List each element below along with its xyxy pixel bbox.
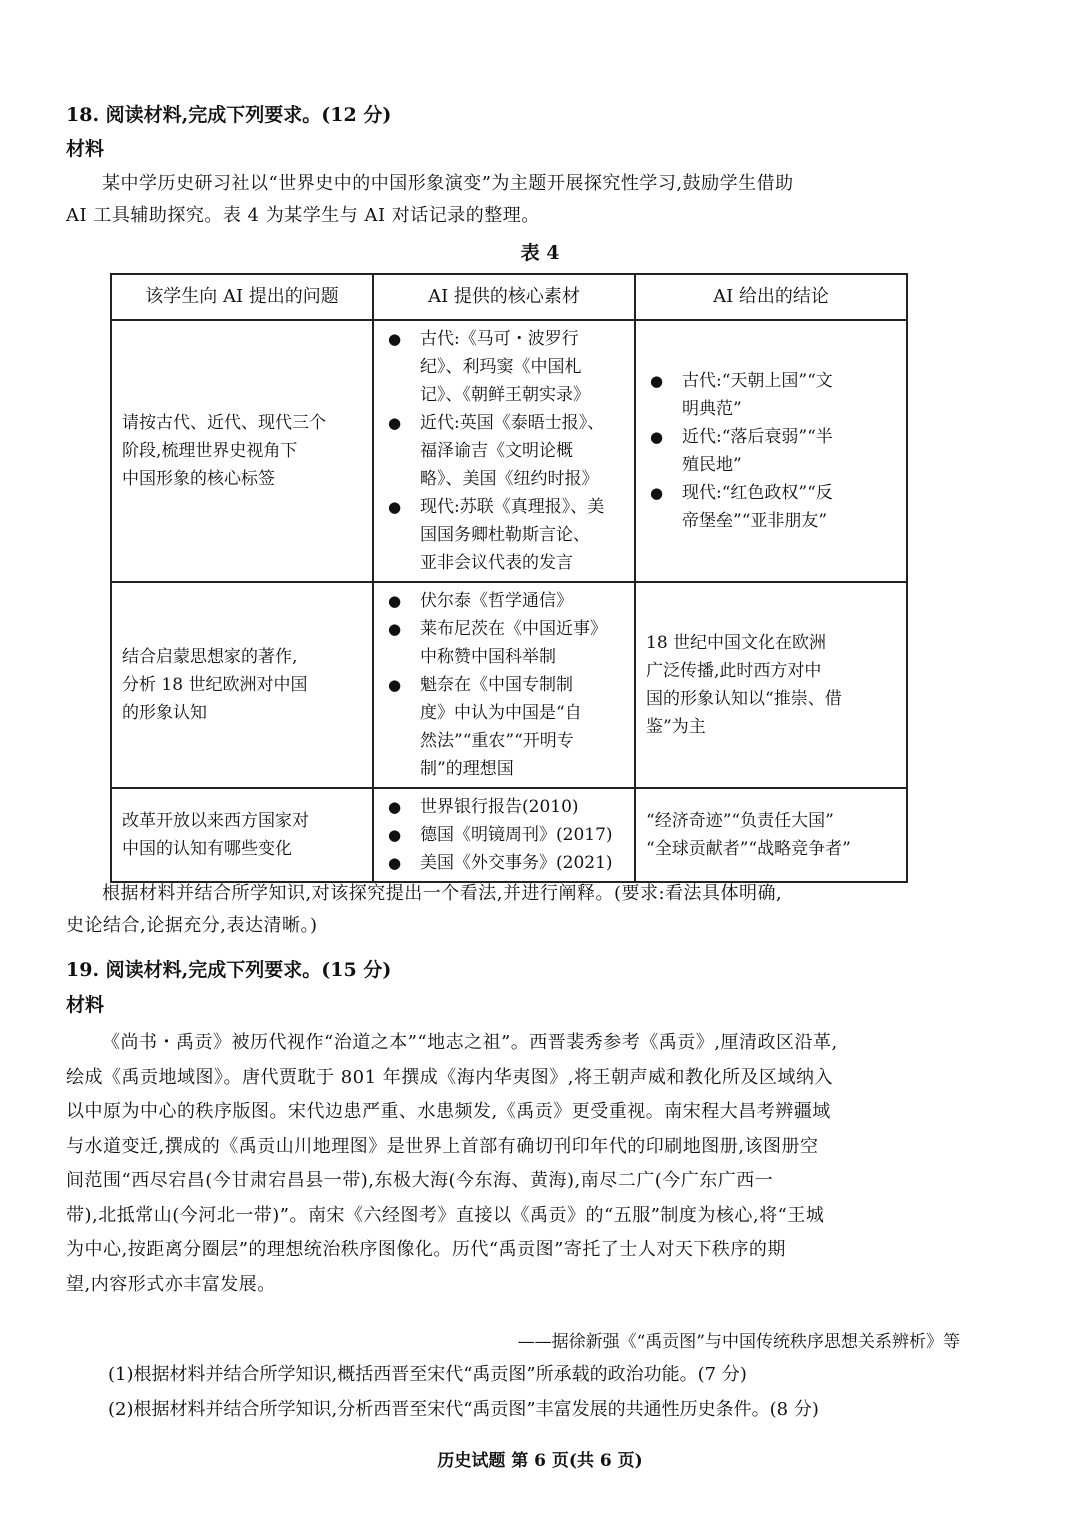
question-line: 中国形象的核心标签 — [122, 469, 275, 489]
q18-intro-line: 某中学历史研习社以“世界史中的中国形象演变”为主题开展探究性学习,鼓励学生借助 — [102, 173, 794, 194]
conclusion-item — [646, 423, 896, 479]
conclusion-line: 明典范” — [682, 399, 742, 419]
q19-material-label: 材料 — [66, 994, 105, 1016]
q19-body-line: 绘成《禹贡地域图》。唐代贾耽于 801 年撰成《海内华夷图》,将王朝声威和教化所及区域纳入 — [66, 1066, 834, 1088]
conclusion-cell — [635, 582, 907, 788]
material-line: 国国务卿杜勒斯言论、 — [420, 525, 590, 545]
material-item — [384, 615, 624, 671]
material-item — [384, 849, 624, 877]
conclusion-line: ● 古代:“天朝上国”“文 — [682, 371, 833, 391]
material-item — [384, 409, 624, 493]
material-line: ● 伏尔泰《哲学通信》 — [420, 591, 573, 611]
material-line: ● 近代:英国《泰晤士报》、 — [420, 413, 605, 433]
q19-sub-question-1: (1)根据材料并结合所学知识,概括西晋至宋代“禹贡图”所承载的政治功能。(7 分) — [108, 1364, 747, 1385]
table-caption: 表 4 — [520, 242, 560, 264]
question-line: 分析 18 世纪欧洲对中国 — [122, 675, 308, 695]
q18-header: 18. 阅读材料,完成下列要求。(12 分) — [66, 104, 392, 126]
materials-cell — [373, 582, 635, 788]
conclusion-line: ● 近代:“落后衰弱”“半 — [682, 427, 833, 447]
q19-body-line: 望,内容形式亦丰富发展。 — [66, 1273, 276, 1295]
q18-intro — [66, 168, 956, 232]
material-line: ● 莱布尼茨在《中国近事》 — [420, 619, 607, 639]
page-footer: 历史试题 第 6 页(共 6 页) — [437, 1451, 643, 1471]
conclusion-line: 18 世纪中国文化在欧洲 — [646, 633, 827, 653]
material-line: 中称赞中国科举制 — [420, 647, 556, 667]
material-item — [384, 793, 624, 821]
question-line: 阶段,梳理世界史视角下 — [122, 441, 298, 461]
q19-body-line: 与水道变迁,撰成的《禹贡山川地理图》是世界上首部有确切刊印年代的印刷地图册,该图册空 — [66, 1135, 819, 1157]
q19-body-line: 为中心,按距离分圈层”的理想统治秩序图像化。历代“禹贡图”寄托了士人对天下秩序的期 — [66, 1239, 786, 1260]
material-line: ● 世界银行报告(2010) — [420, 797, 579, 817]
table-header-cell: 该学生向 AI 提出的问题 — [111, 274, 373, 320]
material-line: ● 美国《外交事务》(2021) — [420, 853, 613, 873]
q18-material-label: 材料 — [66, 138, 105, 160]
q19-body-line: 带),北抵常山(今河北一带)”。南宋《六经图考》直接以《禹贡》的“五服”制度为核心,将“王城 — [66, 1204, 825, 1226]
material-line: 度》中认为中国是“自 — [420, 703, 582, 723]
q18-task-line: 根据材料并结合所学知识,对该探究提出一个看法,并进行阐释。(要求:看法具体明确, — [102, 883, 783, 904]
question-line: 中国的认知有哪些变化 — [122, 839, 292, 859]
table-row — [111, 582, 907, 788]
q19-header: 19. 阅读材料,完成下列要求。(15 分) — [66, 959, 392, 981]
material-item — [384, 325, 624, 409]
conclusion-line: 国的形象认知以“推崇、借 — [646, 689, 842, 709]
table-header-cell: AI 提供的核心素材 — [373, 274, 635, 320]
conclusion-line: “全球贡献者”“战略竞争者” — [646, 839, 851, 859]
material-line: 记》、《朝鲜王朝实录》 — [420, 385, 590, 405]
question-line: 请按古代、近代、现代三个 — [122, 413, 326, 433]
conclusion-cell — [635, 788, 907, 882]
material-line: ● 现代:苏联《真理报》、美 — [420, 497, 605, 517]
conclusion-line: ● 现代:“红色政权”“反 — [682, 483, 833, 503]
q19-body-line: 间范围“西尽宕昌(今甘肃宕昌县一带),东极大海(今东海、黄海),南尽二广(今广东广西一 — [66, 1170, 774, 1191]
conclusion-item — [646, 479, 896, 535]
conclusion-line: 帝堡垒”“亚非朋友” — [682, 511, 828, 531]
question-cell — [111, 788, 373, 882]
material-line: ● 古代:《马可・波罗行 — [420, 329, 579, 349]
material-line: 亚非会议代表的发言 — [420, 553, 573, 573]
conclusion-line: 广泛传播,此时西方对中 — [646, 661, 822, 681]
table-4 — [110, 273, 908, 883]
table-row — [111, 320, 907, 582]
conclusion-line: 殖民地” — [682, 455, 742, 475]
material-line: 福泽谕吉《文明论概 — [420, 441, 573, 461]
question-line: 改革开放以来西方国家对 — [122, 811, 309, 831]
q19-source: ——据徐新强《“禹贡图”与中国传统秩序思想关系辨析》等 — [517, 1332, 960, 1352]
table-header-row — [111, 274, 907, 320]
material-line: ● 德国《明镜周刊》(2017) — [420, 825, 613, 845]
material-line: 制”的理想国 — [420, 759, 514, 779]
q19-body-line: 以中原为中心的秩序版图。宋代边患严重、水患频发,《禹贡》更受重视。南宋程大昌考辨疆域 — [66, 1101, 831, 1122]
material-line: 然法”“重农”“开明专 — [420, 731, 574, 751]
materials-cell — [373, 320, 635, 582]
material-line: ● 魁奈在《中国专制制 — [420, 675, 573, 695]
material-line: 略》、美国《纽约时报》 — [420, 469, 599, 489]
q19-body-line: 《尚书・禹贡》被历代视作“治道之本”“地志之祖”。西晋裴秀参考《禹贡》,厘清政区沿革, — [102, 1032, 838, 1053]
material-item — [384, 671, 624, 783]
conclusion-line: “经济奇迹”“负责任大国” — [646, 811, 834, 831]
q18-intro-line: AI 工具辅助探究。表 4 为某学生与 AI 对话记录的整理。 — [66, 205, 540, 226]
conclusion-item — [646, 367, 896, 423]
materials-cell — [373, 788, 635, 882]
table-header-cell: AI 给出的结论 — [635, 274, 907, 320]
material-item — [384, 493, 624, 577]
question-cell — [111, 320, 373, 582]
material-item — [384, 821, 624, 849]
q18-task-line: 史论结合,论据充分,表达清晰。) — [66, 915, 318, 936]
material-item — [384, 587, 624, 615]
q18-task — [66, 878, 956, 942]
table-row — [111, 788, 907, 882]
material-line: 纪》、利玛窦《中国札 — [420, 357, 582, 377]
conclusion-line: 鉴”为主 — [646, 717, 706, 737]
question-cell — [111, 582, 373, 788]
conclusion-cell — [635, 320, 907, 582]
q19-sub-question-2: (2)根据材料并结合所学知识,分析西晋至宋代“禹贡图”丰富发展的共通性历史条件。(8 分) — [108, 1399, 819, 1420]
question-line: 结合启蒙思想家的著作, — [122, 647, 298, 667]
question-line: 的形象认知 — [122, 703, 207, 723]
q19-material-body — [66, 1026, 956, 1302]
